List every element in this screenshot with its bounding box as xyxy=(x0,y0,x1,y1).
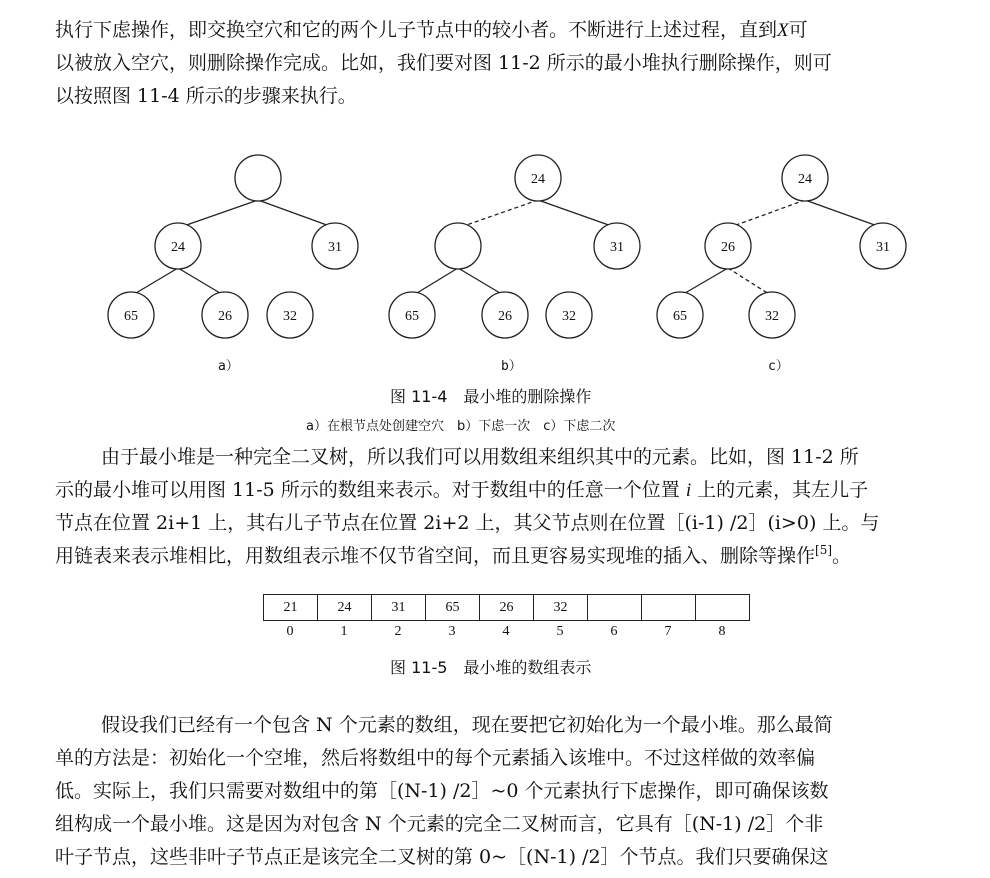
text-line xyxy=(55,540,960,573)
variable-x: X xyxy=(777,20,789,41)
node-label: 26 xyxy=(498,309,512,324)
array-index: 5 xyxy=(556,624,564,639)
array-cell: 31 xyxy=(372,595,426,620)
node-label: 26 xyxy=(218,309,232,324)
array-index: 3 xyxy=(448,624,456,639)
text-line: 叶子节点，这些非叶子节点正是该完全二叉树的第 0~［(N-1) /2］个节点。我们只要确保这 xyxy=(55,846,829,868)
array-cell: 65 xyxy=(426,595,480,620)
tree-node xyxy=(235,155,281,201)
paragraph-2 xyxy=(55,441,960,573)
text-run: 示的最小堆可以用图 11-5 所示的数组来表示。对于数组中的任意一个位置 xyxy=(55,479,680,501)
array-cell xyxy=(588,595,642,620)
array-index: 7 xyxy=(664,624,672,639)
text-line: 节点在位置 2i+1 上，其右儿子节点在位置 2i+2 上，其父节点则在位置［(i-1) /2］(i>0) 上。与 xyxy=(55,512,880,534)
figure-11-5-caption: 图 11-5 最小堆的数组表示 xyxy=(390,658,592,677)
text-line: 以被放入空穴，则删除操作完成。比如，我们要对图 11-2 所示的最小堆执行删除操作，则可 xyxy=(55,52,832,74)
array-index: 2 xyxy=(394,624,402,639)
array-cell: 32 xyxy=(534,595,588,620)
node-label: 32 xyxy=(765,309,779,324)
node-label: 32 xyxy=(283,309,297,324)
tree-node xyxy=(435,223,481,269)
node-label: 65 xyxy=(124,309,138,324)
array-cell: 21 xyxy=(264,595,318,620)
variable-i: i xyxy=(685,480,692,501)
text-run: 。 xyxy=(832,545,852,567)
array-index: 0 xyxy=(286,624,294,639)
text-line: 组构成一个最小堆。这是因为对包含 N 个元素的完全二叉树而言，它具有［(N-1) /2］个非 xyxy=(55,813,824,835)
node-label: 24 xyxy=(531,172,545,187)
array-index-row xyxy=(263,624,749,640)
text-line: 以按照图 11-4 所示的步骤来执行。 xyxy=(55,85,357,107)
node-label: 65 xyxy=(673,309,687,324)
text-run: 用链表来表示堆相比，用数组表示堆不仅节省空间，而且更容易实现堆的插入、删除等操作 xyxy=(55,545,816,567)
text-run: 可 xyxy=(788,19,808,41)
array-index: 1 xyxy=(340,624,348,639)
node-label: 31 xyxy=(876,240,890,255)
node-label: 24 xyxy=(798,172,812,187)
figure-11-4-subcaption: a）在根节点处创建空穴 b）下虑一次 c）下虑二次 xyxy=(306,419,616,434)
text-line: 假设我们已经有一个包含 N 个元素的数组，现在要把它初始化为一个最小堆。那么最简 xyxy=(101,714,833,736)
node-label: 32 xyxy=(562,309,576,324)
array-cell: 26 xyxy=(480,595,534,620)
array-index: 4 xyxy=(502,624,510,639)
node-label: 31 xyxy=(328,240,342,255)
panel-label-c: c） xyxy=(768,359,789,374)
node-label: 26 xyxy=(721,240,735,255)
text-line: 由于最小堆是一种完全二叉树，所以我们可以用数组来组织其中的元素。比如，图 11-2 所 xyxy=(101,446,859,468)
node-label: 65 xyxy=(405,309,419,324)
text-line xyxy=(55,474,960,507)
array-cell xyxy=(642,595,696,620)
reference-mark: [5] xyxy=(815,543,833,557)
array-index: 6 xyxy=(610,624,618,639)
node-label: 31 xyxy=(610,240,624,255)
panel-label-a: a） xyxy=(218,359,239,374)
array-index: 8 xyxy=(718,624,726,639)
paragraph-3 xyxy=(55,709,960,874)
panel-label-b: b） xyxy=(501,359,522,374)
text-line: 低。实际上，我们只需要对数组中的第［(N-1) /2］~0 个元素执行下虑操作，即可确保该数 xyxy=(55,780,829,802)
text-run: 执行下虑操作，即交换空穴和它的两个儿子节点中的较小者。不断进行上述过程，直到 xyxy=(55,19,778,41)
text-run: 上的元素，其左儿子 xyxy=(697,479,869,501)
heap-array xyxy=(263,594,750,621)
array-cell xyxy=(696,595,749,620)
array-cell: 24 xyxy=(318,595,372,620)
figure-11-4-caption: 图 11-4 最小堆的删除操作 xyxy=(390,387,592,406)
node-label: 24 xyxy=(171,240,185,255)
text-line: 单的方法是：初始化一个空堆，然后将数组中的每个元素插入该堆中。不过这样做的效率偏 xyxy=(55,747,816,769)
